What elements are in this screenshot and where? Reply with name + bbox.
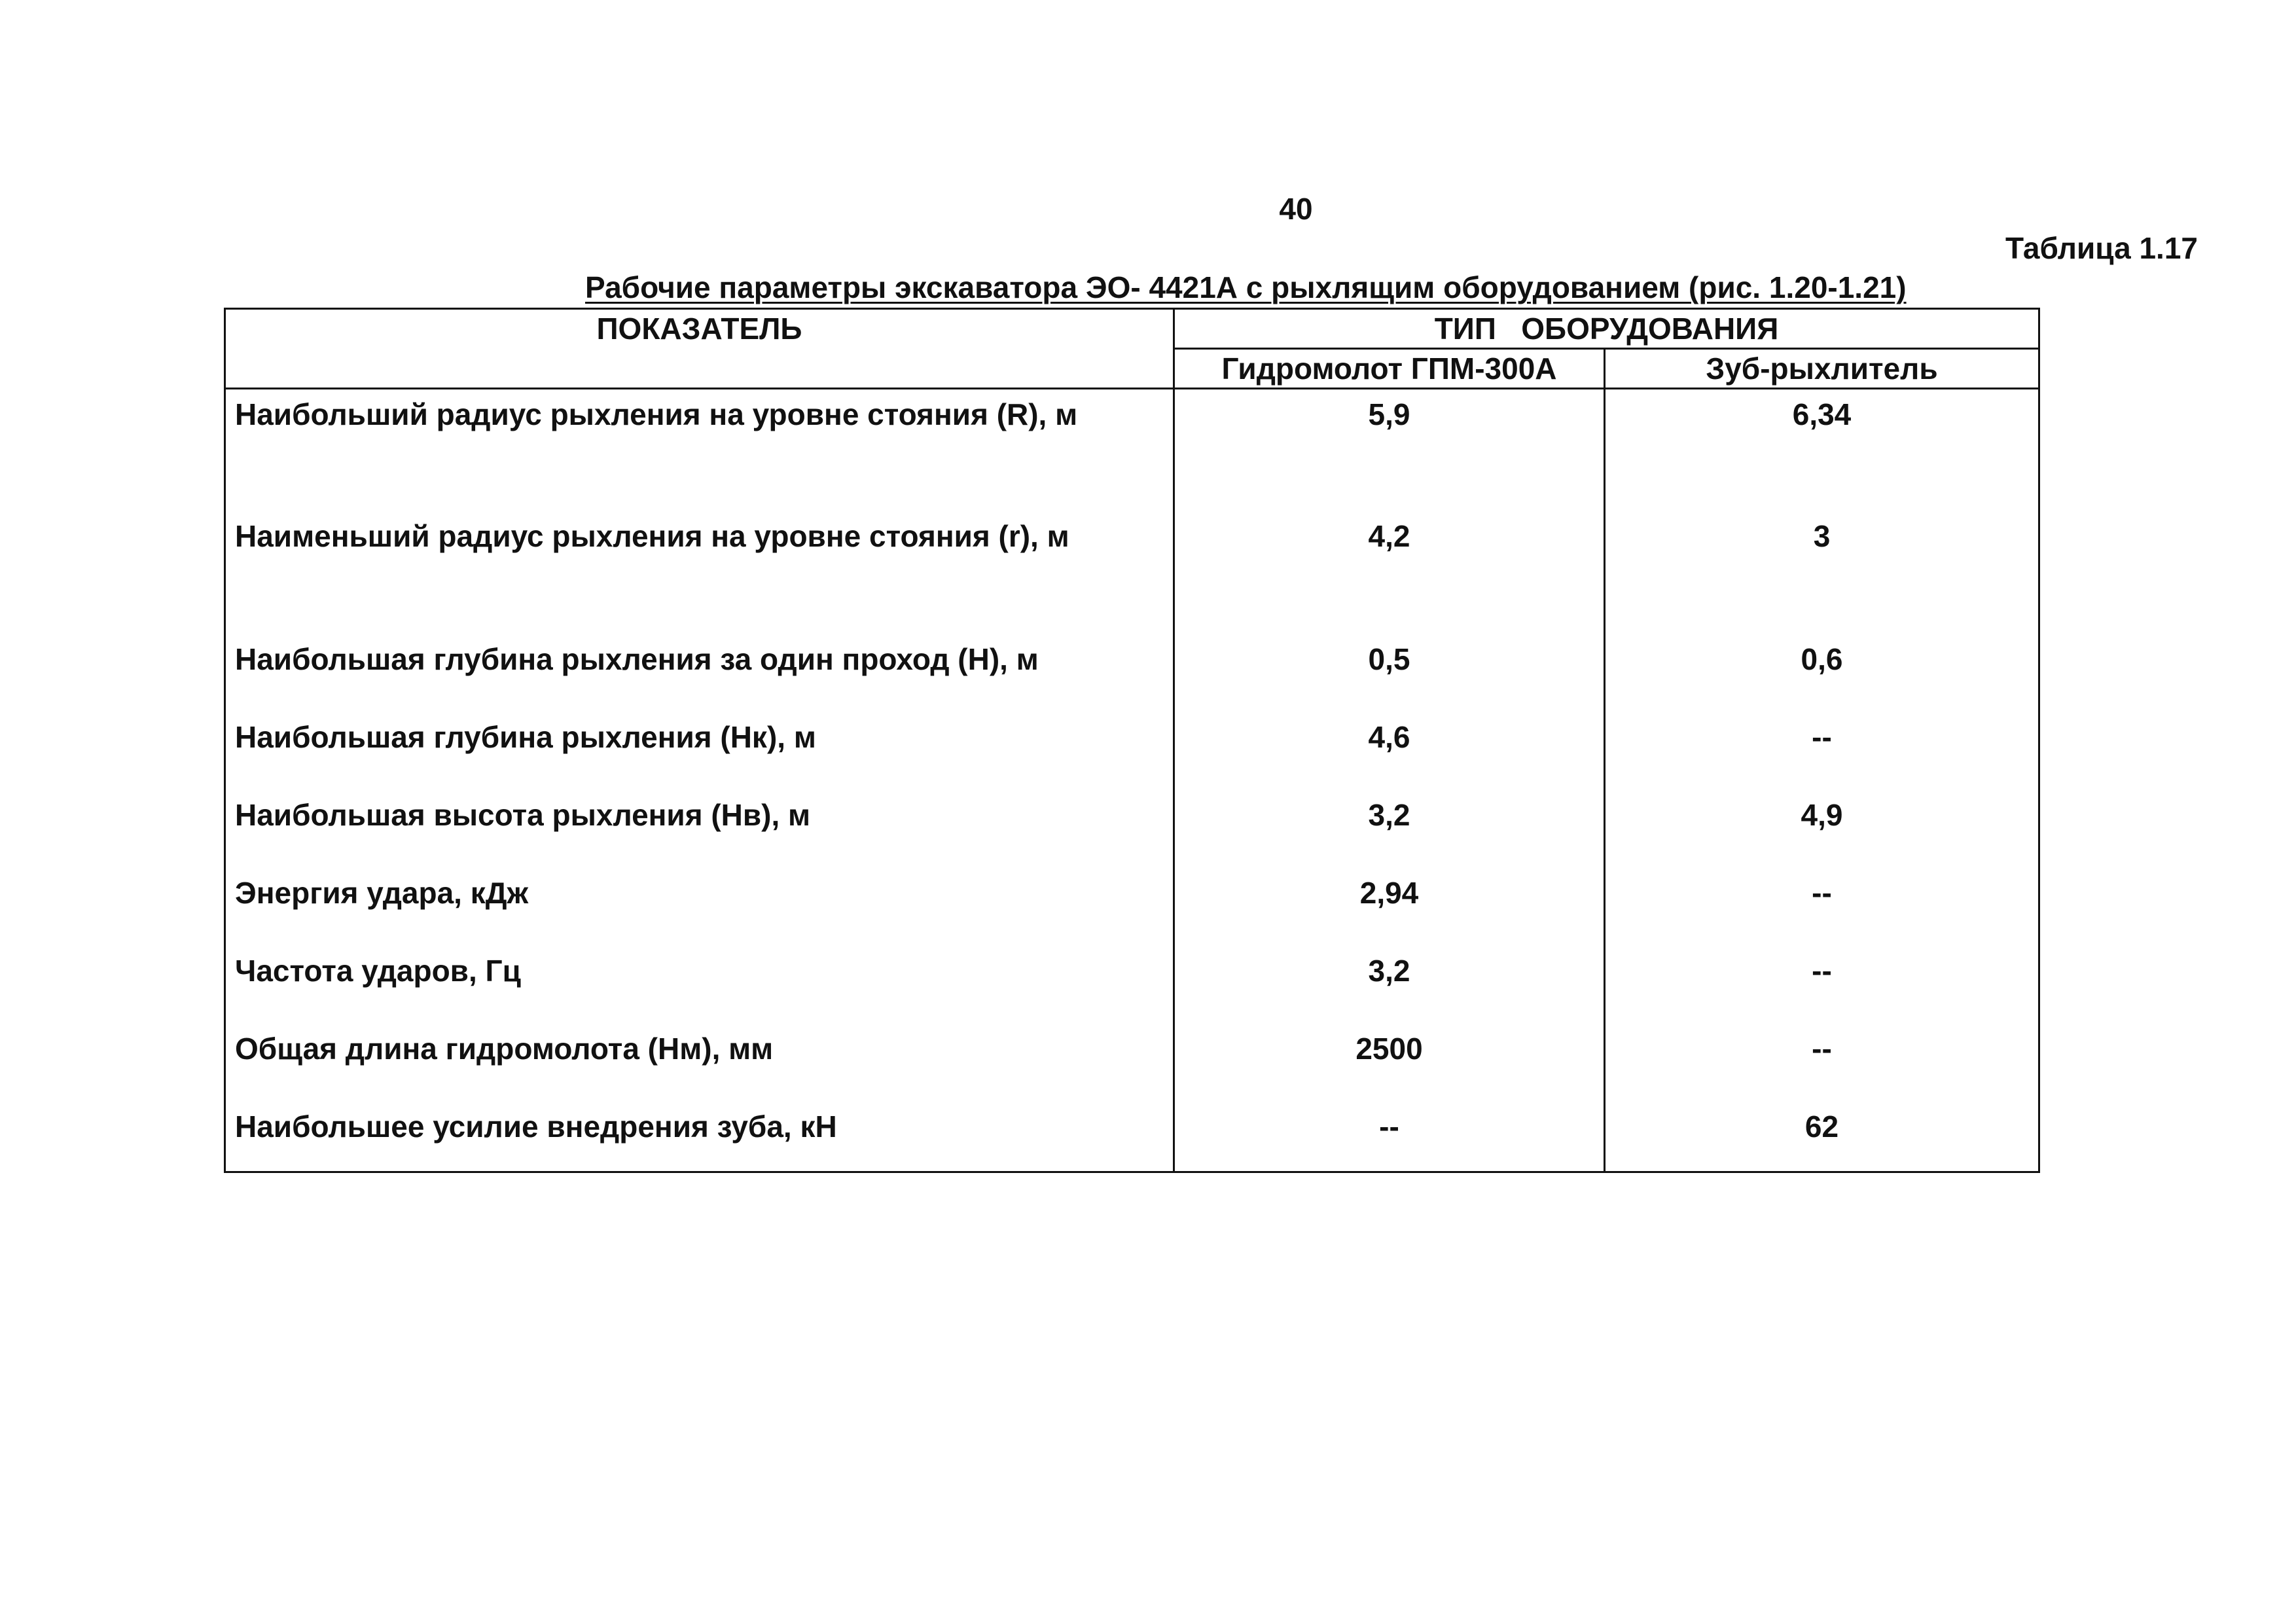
param-cell: Наименьший радиус рыхления на уровне стояния (r), м (225, 511, 1174, 633)
hammer-value: 4,2 (1174, 511, 1605, 633)
param-cell: Энергия удара, кДж (225, 873, 1174, 951)
hammer-value: 4,6 (1174, 717, 1605, 795)
ripper-value: 4,9 (1605, 795, 2039, 873)
table-label: Таблица 1.17 (2005, 231, 2198, 265)
table-row (225, 951, 2039, 1029)
ripper-value: 0,6 (1605, 633, 2039, 717)
table-row (225, 795, 2039, 873)
param-cell: Наибольшая глубина рыхления (Нк), м (225, 717, 1174, 795)
hammer-value: 3,2 (1174, 795, 1605, 873)
param-cell: Наибольшая высота рыхления (Нв), м (225, 795, 1174, 873)
table-row (225, 873, 2039, 951)
hammer-value: 2,94 (1174, 873, 1605, 951)
hammer-value: -- (1174, 1107, 1605, 1172)
header-hammer: Гидромолот ГПМ-300А (1174, 349, 1605, 389)
hammer-value: 0,5 (1174, 633, 1605, 717)
ripper-value: 62 (1605, 1107, 2039, 1172)
parameters-table (224, 308, 2040, 1173)
hammer-value: 5,9 (1174, 389, 1605, 512)
ripper-value: -- (1605, 717, 2039, 795)
table-row (225, 633, 2039, 717)
hammer-value: 3,2 (1174, 951, 1605, 1029)
table-row (225, 1029, 2039, 1107)
param-cell: Наибольшее усилие внедрения зуба, кН (225, 1107, 1174, 1172)
table-title: Рабочие параметры экскаватора ЭО- 4421А с рыхлящим оборудованием (рис. 1.20-1.21) (585, 270, 1907, 304)
header-param: ПОКАЗАТЕЛЬ (225, 309, 1174, 389)
param-cell: Наибольшая глубина рыхления за один проход (Н), м (225, 633, 1174, 717)
table-body (225, 389, 2039, 1172)
hammer-value: 2500 (1174, 1029, 1605, 1107)
ripper-value: 6,34 (1605, 389, 2039, 512)
table-row (225, 389, 2039, 512)
ripper-value: -- (1605, 873, 2039, 951)
table-row (225, 717, 2039, 795)
param-cell: Общая длина гидромолота (Нм), мм (225, 1029, 1174, 1107)
header-row-top (225, 309, 2039, 349)
ripper-value: -- (1605, 1029, 2039, 1107)
page-number: 40 (1279, 192, 1313, 226)
table-row (225, 1107, 2039, 1172)
ripper-value: 3 (1605, 511, 2039, 633)
header-equipment-type: ТИП ОБОРУДОВАНИЯ (1174, 309, 2039, 349)
table-row (225, 511, 2039, 633)
header-ripper: Зуб-рыхлитель (1605, 349, 2039, 389)
table-header (225, 309, 2039, 389)
param-cell: Частота ударов, Гц (225, 951, 1174, 1029)
ripper-value: -- (1605, 951, 2039, 1029)
param-cell: Наибольший радиус рыхления на уровне стояния (R), м (225, 389, 1174, 512)
